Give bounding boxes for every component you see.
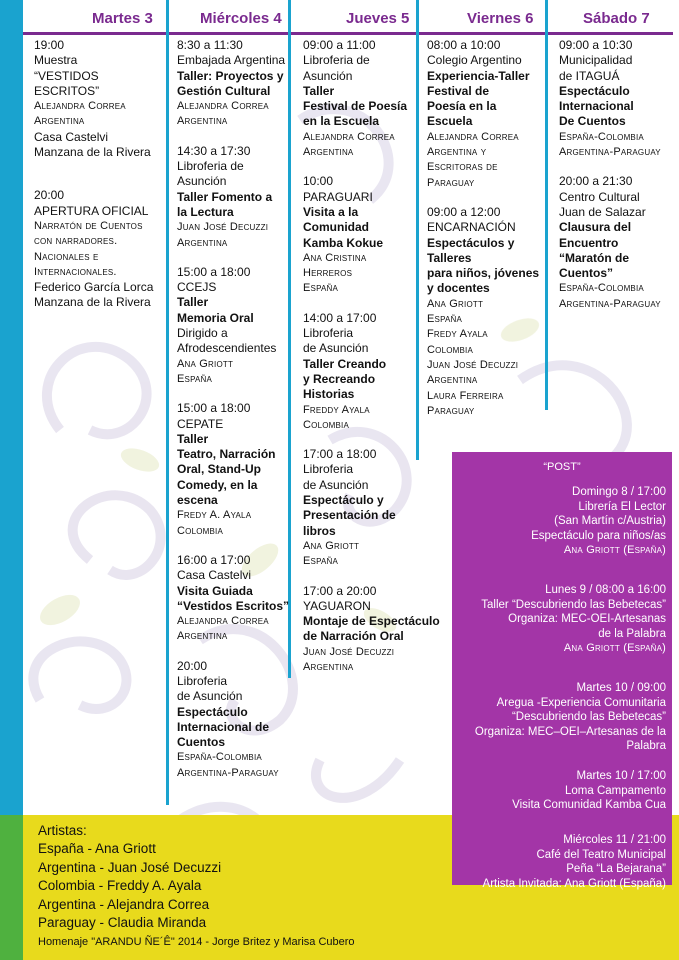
event-block: [303, 311, 440, 433]
event-time: 10:00: [303, 174, 334, 189]
event-block: [177, 659, 289, 781]
event-block: [303, 584, 440, 676]
event-time: 16:00 a 17:00: [177, 552, 251, 567]
event-country: Colombia: [303, 418, 349, 431]
event-block: [427, 38, 539, 191]
event-title: Montaje de Espectáculo: [303, 614, 440, 629]
event-venue: de ITAGUÁ: [559, 68, 620, 83]
event-title: Taller: Proyectos y: [177, 68, 284, 83]
event-title: De Cuentos: [559, 114, 626, 129]
day-column-miercoles: [177, 38, 289, 795]
post-event-block: [475, 681, 666, 754]
event-venue: Libroferia de: [177, 159, 244, 174]
post-event-line: Peña “La Bejarana”: [566, 863, 666, 876]
event-country: España: [303, 555, 339, 568]
column-divider: [166, 35, 169, 805]
event-venue: Libroferia de: [303, 53, 370, 68]
event-country: Colombia: [177, 524, 223, 537]
day-header: Sábado 7: [583, 10, 650, 27]
event-country: Argentina: [427, 374, 478, 387]
post-event-artist: Ana Griott (España): [563, 642, 666, 655]
bottom-left-accent: [0, 815, 23, 960]
event-artist: Ana Cristina: [303, 251, 367, 264]
event-title: Gestión Cultural: [177, 83, 271, 98]
schedule-header: [23, 0, 679, 32]
event-venue: de Asunción: [177, 689, 243, 704]
event-title: libros: [303, 523, 336, 538]
event-artist: Juan José Decuzzi: [303, 645, 395, 658]
event-country: Colombia: [427, 343, 473, 356]
post-event-date: Domingo 8 / 17:00: [572, 486, 666, 498]
event-venue: Manzana de la Rivera: [34, 295, 151, 310]
event-venue: Asunción: [303, 68, 353, 83]
event-line: Narratón de Cuentos: [34, 219, 143, 232]
event-artist: Alejandra Correa: [427, 130, 519, 143]
event-time: 15:00 a 18:00: [177, 264, 251, 279]
left-color-band: [0, 0, 23, 815]
event-venue: PARAGUARI: [303, 189, 373, 204]
event-country: Argentina: [34, 115, 85, 128]
event-artist: Ana Griott: [177, 357, 234, 370]
post-event-line: Organiza: MEC-OEI-Artesanas: [508, 613, 666, 626]
event-title: Cuentos”: [559, 266, 613, 281]
post-event-line: Librería El Lector: [578, 500, 666, 513]
event-title: “Vestidos Escritos”: [177, 598, 290, 613]
event-artist: Alejandra Correa: [177, 615, 269, 628]
event-country: Argentina: [177, 236, 228, 249]
post-event-line: Espectáculo para niños/as: [531, 529, 666, 542]
event-venue: Juan de Salazar: [559, 204, 646, 219]
event-title: y Recreando: [303, 371, 376, 386]
post-event-line: Loma Campamento: [565, 784, 666, 797]
event-country: Argentina-Paraguay: [559, 146, 661, 159]
event-time: 14:00 a 17:00: [303, 310, 377, 325]
event-title: Clausura del: [559, 220, 632, 235]
event-country: Argentina y: [427, 146, 487, 159]
artist-entry: Argentina - Juan José Decuzzi: [38, 859, 222, 875]
event-time: 19:00: [34, 38, 65, 52]
event-country: España-Colombia: [177, 751, 262, 764]
event-time: 09:00 a 11:00: [303, 38, 376, 52]
event-country: Argentina-Paraguay: [559, 297, 661, 310]
event-venue: Libroferia: [177, 673, 228, 688]
post-event-line: Taller “Descubriendo las Bebetecas”: [481, 598, 666, 611]
homenaje-credit: Homenaje "ARANDU ÑE´Ê" 2014 - Jorge Britez y Marisa Cubero: [38, 936, 355, 948]
event-block: [177, 265, 289, 387]
event-title: Historias: [303, 387, 355, 402]
event-country: Argentina-Paraguay: [177, 766, 279, 779]
event-artist: Alejandra Correa: [303, 130, 395, 143]
event-line: con narradores.: [34, 235, 118, 248]
event-line: Dirigido a: [177, 326, 228, 341]
post-event-line: Aregua -Experiencia Comunitaria: [496, 696, 666, 709]
event-time: 17:00 a 20:00: [303, 583, 377, 598]
event-title: Experiencia-Taller: [427, 68, 530, 83]
post-event-artist: Ana Griott (España): [563, 544, 666, 557]
post-event-line: (San Martín c/Austria): [554, 515, 666, 528]
event-line: Muestra: [34, 53, 78, 68]
post-title: “POST”: [543, 461, 581, 473]
post-event-block: [531, 485, 666, 558]
event-title: escena: [177, 493, 218, 508]
artist-entry: Argentina - Alejandra Correa: [38, 896, 210, 912]
event-country: Argentina: [177, 115, 228, 128]
column-divider: [545, 35, 548, 410]
header-divider: [23, 32, 673, 35]
event-block: [559, 174, 661, 312]
event-artist: Juan José Decuzzi: [427, 358, 519, 371]
event-time: 09:00 a 10:30: [559, 38, 633, 52]
event-time: 17:00 a 18:00: [303, 447, 377, 462]
artist-entry: España - Ana Griott: [38, 841, 156, 857]
event-artist: Freddy Ayala: [303, 403, 370, 416]
post-event-line: Organiza: MEC–OEI–Artesanas de la: [474, 725, 666, 738]
event-title: en la Escuela: [303, 114, 380, 129]
post-events-panel: [452, 452, 672, 890]
event-title: Encuentro: [559, 235, 619, 250]
event-block: [34, 188, 153, 310]
event-title: Memoria Oral: [177, 310, 254, 325]
event-venue: Centro Cultural: [559, 189, 640, 204]
event-line: Nacionales e: [34, 250, 99, 263]
post-event-line: “Descubriendo las Bebetecas”: [511, 711, 666, 724]
artist-entry: Paraguay - Claudia Miranda: [38, 915, 207, 931]
post-event-artist: Artista Invitada: Ana Griott (España): [482, 877, 666, 890]
event-block: [559, 38, 661, 160]
event-artist: Juan José Decuzzi: [177, 221, 269, 234]
event-line: Afrodescendientes: [177, 341, 277, 356]
event-title: Espectáculo: [177, 704, 248, 719]
event-block: [177, 38, 289, 130]
event-line: “VESTIDOS: [34, 68, 99, 83]
event-title: Internacional de: [177, 719, 270, 734]
event-title: Taller Creando: [303, 356, 387, 371]
column-divider: [288, 0, 291, 35]
event-title: Talleres: [427, 250, 472, 265]
event-venue: Municipalidad: [559, 53, 633, 68]
event-block: [34, 38, 153, 160]
event-title: Espectáculo y: [303, 493, 384, 508]
event-title: Taller: [177, 431, 209, 446]
event-country: España: [303, 282, 339, 295]
post-event-line: Visita Comunidad Kamba Cua: [512, 799, 666, 812]
event-venue: Asunción: [177, 174, 227, 189]
event-time: 09:00 a 12:00: [427, 204, 501, 219]
event-country: Argentina: [303, 146, 354, 159]
event-title: Festival de: [427, 83, 490, 98]
event-title: y docentes: [427, 281, 490, 296]
event-venue: ENCARNACIÓN: [427, 220, 516, 235]
event-venue: CEPATE: [177, 416, 224, 431]
day-header: Martes 3: [92, 10, 153, 27]
artist-entry: Colombia - Freddy A. Ayala: [38, 878, 202, 894]
event-line: ESCRITOS”: [34, 83, 100, 98]
event-time: 8:30 a 11:30: [177, 38, 243, 52]
event-venue: Colegio Argentino: [427, 53, 522, 68]
event-venue: Federico García Lorca: [34, 280, 154, 295]
event-time: 20:00 a 21:30: [559, 174, 633, 189]
event-venue: Casa Castelvi: [177, 568, 252, 583]
post-event-block: [512, 769, 666, 813]
event-country: Paraguay: [427, 404, 475, 417]
post-event-line: Café del Teatro Municipal: [536, 848, 666, 861]
event-title: Espectáculo: [559, 83, 630, 98]
day-header: Miércoles 4: [200, 10, 282, 27]
event-block: [427, 205, 539, 419]
event-title: APERTURA OFICIAL: [34, 203, 149, 218]
event-block: [177, 553, 289, 645]
event-country: España: [177, 372, 213, 385]
event-title: Presentación de: [303, 508, 396, 523]
post-event-line: de la Palabra: [598, 627, 666, 640]
event-artist: Herreros: [303, 267, 353, 280]
post-event-date: Martes 10 / 09:00: [576, 682, 666, 694]
post-event-block: [483, 833, 666, 891]
event-title: Taller: [303, 83, 335, 98]
event-block: [303, 174, 440, 296]
day-header: Viernes 6: [467, 10, 534, 27]
event-time: 08:00 a 10:00: [427, 38, 501, 52]
day-column-martes: [34, 38, 153, 325]
event-country: España: [427, 313, 463, 326]
event-title: Taller Fomento a: [177, 189, 273, 204]
event-title: Teatro, Narración: [177, 447, 276, 462]
event-country: España-Colombia: [559, 130, 644, 143]
post-event-date: Miércoles 11 / 21:00: [563, 834, 666, 846]
post-event-block: [481, 583, 666, 656]
post-event-date: Martes 10 / 17:00: [576, 770, 666, 782]
event-block: [303, 38, 440, 160]
event-title: Escuela: [427, 114, 473, 129]
event-title: Espectáculos y: [427, 235, 515, 250]
event-title: Poesía en la: [427, 99, 497, 114]
event-artist: Fredy A. Ayala: [177, 509, 252, 522]
artists-list: [38, 822, 221, 932]
event-venue: CCEJS: [177, 280, 217, 295]
event-title: Kamba Kokue: [303, 235, 384, 250]
event-country: Argentina: [303, 660, 354, 673]
event-artist: Escritoras de: [427, 161, 498, 174]
event-title: la Lectura: [177, 204, 234, 219]
column-divider: [545, 0, 548, 35]
event-block: [177, 144, 289, 251]
event-time: 15:00 a 18:00: [177, 401, 251, 416]
column-divider: [166, 0, 169, 35]
event-venue: Manzana de la Rivera: [34, 145, 151, 160]
event-title: Comedy, en la: [177, 477, 258, 492]
day-column-jueves: [303, 38, 440, 689]
post-event-date: Lunes 9 / 08:00 a 16:00: [545, 584, 666, 596]
event-title: Oral, Stand-Up: [177, 462, 262, 477]
event-time: 20:00: [34, 188, 65, 203]
post-event-line: Palabra: [626, 740, 666, 753]
event-artist: Alejandra Correa: [177, 100, 269, 113]
event-block: [303, 447, 440, 569]
event-title: Visita a la: [303, 204, 359, 219]
day-header: Jueves 5: [346, 10, 410, 27]
event-venue: de Asunción: [303, 477, 369, 492]
event-title: Taller: [177, 295, 209, 310]
event-venue: YAGUARON: [303, 598, 371, 613]
event-venue: Embajada Argentina: [177, 53, 286, 68]
event-artist: Ana Griott: [303, 539, 360, 552]
event-title: Internacional: [559, 99, 634, 114]
event-title: Comunidad: [303, 220, 369, 235]
event-artist: Laura Ferreira: [427, 389, 504, 402]
artists-title: Artistas:: [38, 823, 87, 838]
event-venue: Casa Castelvi: [34, 129, 109, 144]
event-country: Paraguay: [427, 176, 475, 189]
day-column-viernes: [427, 38, 539, 433]
event-title: de Narración Oral: [303, 629, 404, 644]
event-country: Argentina: [177, 630, 228, 643]
event-artist: Ana Griott: [427, 297, 484, 310]
event-title: para niños, jóvenes: [427, 266, 540, 281]
event-title: Cuentos: [177, 735, 225, 750]
day-column-sabado: [559, 38, 661, 326]
event-time: 14:30 a 17:30: [177, 143, 251, 158]
event-artist: Alejandra Correa: [34, 100, 126, 113]
event-title: Visita Guiada: [177, 583, 253, 598]
event-title: “Maratón de: [559, 250, 630, 265]
event-title: Festival de Poesía: [303, 99, 408, 114]
event-country: España-Colombia: [559, 282, 644, 295]
event-venue: Libroferia: [303, 462, 354, 477]
event-line: Internacionales.: [34, 265, 117, 278]
event-venue: de Asunción: [303, 341, 369, 356]
event-time: 20:00: [177, 658, 208, 673]
event-venue: Libroferia: [303, 326, 354, 341]
event-artist: Fredy Ayala: [427, 328, 488, 341]
column-divider: [416, 0, 419, 35]
event-block: [177, 401, 289, 539]
